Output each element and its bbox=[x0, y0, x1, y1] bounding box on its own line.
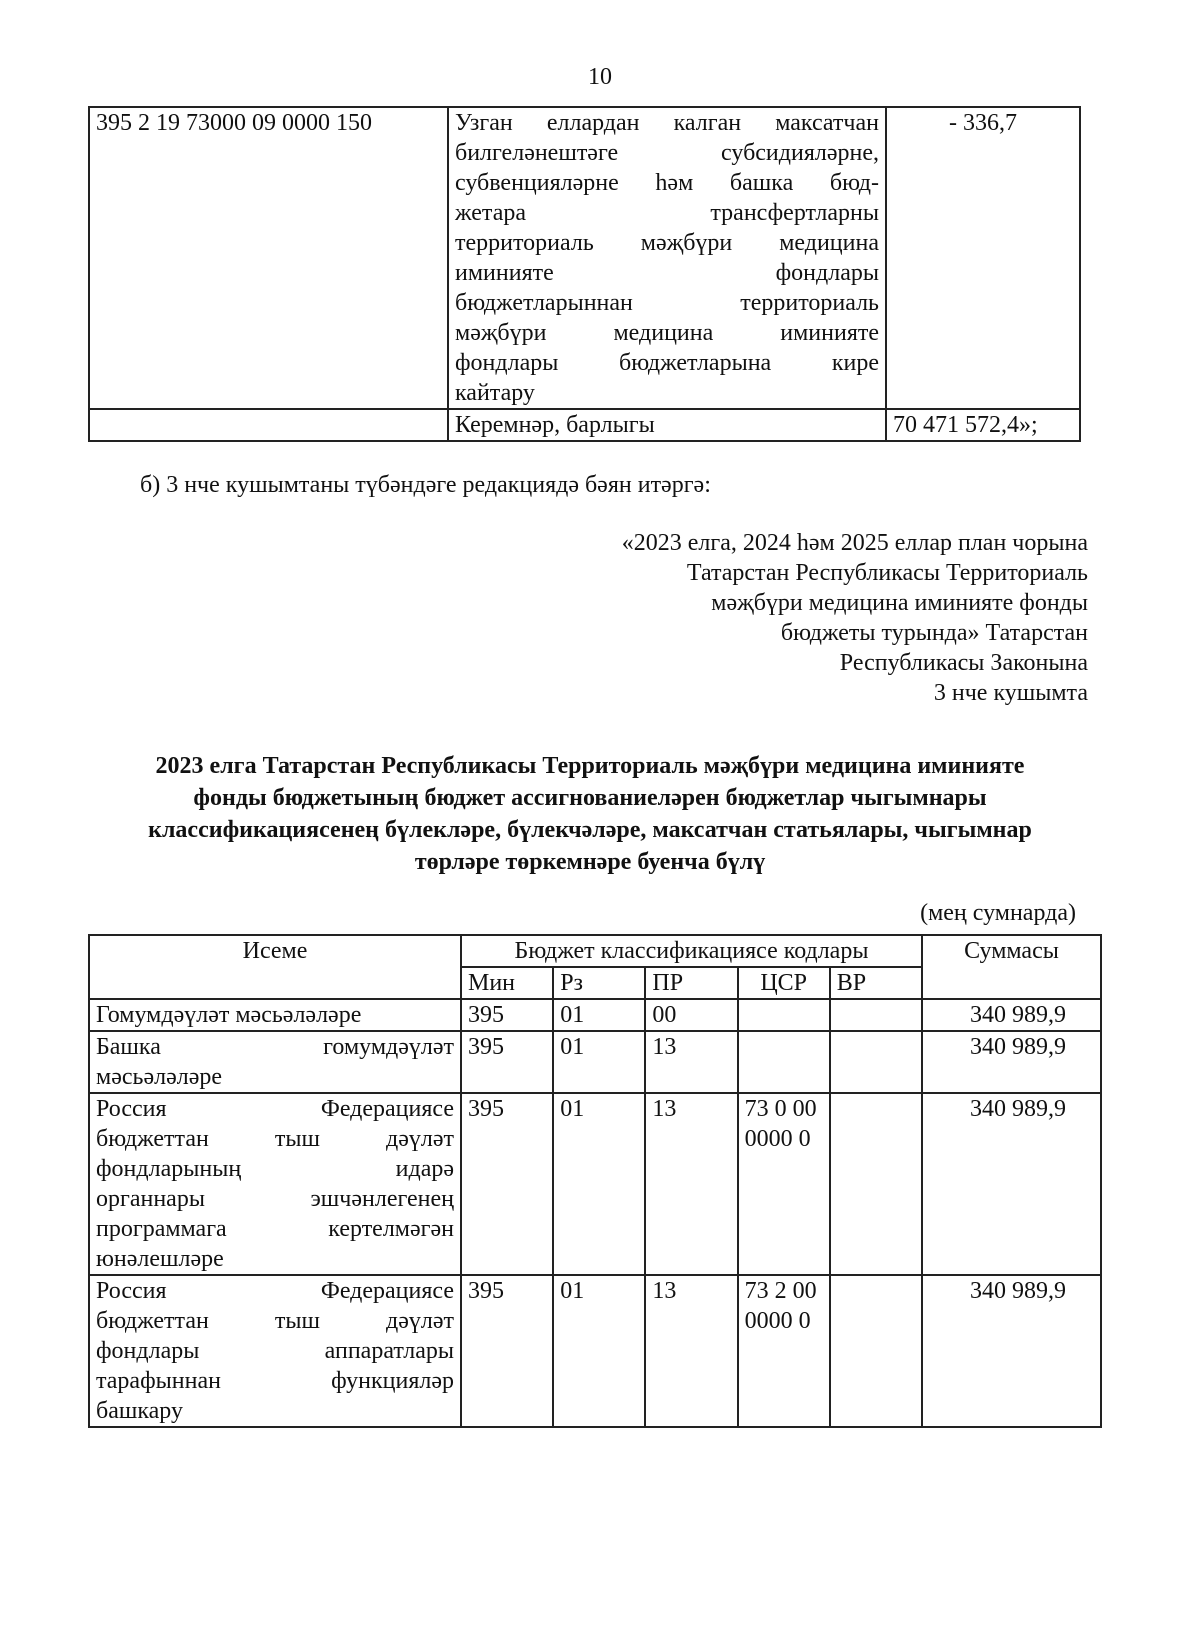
name-line: тарафыннан функцияләр bbox=[96, 1368, 454, 1394]
budget-code-cell: 395 2 19 73000 09 0000 150 bbox=[89, 107, 448, 409]
cell-csr bbox=[738, 1031, 830, 1093]
instruction-text: б) 3 нче кушымтаны түбәндәге редакциядә бәян итәргә: bbox=[140, 472, 711, 498]
name-line: фондлары аппаратлары bbox=[96, 1338, 454, 1364]
cell-min: 395 bbox=[461, 1031, 553, 1093]
row-name bbox=[89, 999, 461, 1031]
name-line: бюджеттан тыш дәүләт bbox=[96, 1126, 454, 1152]
name-line: субвенцияләрне һәм башка бюд- bbox=[455, 170, 879, 196]
table-row bbox=[89, 999, 1101, 1031]
amount-cell: - 336,7 bbox=[886, 107, 1080, 409]
name-line: жетара трансфертларны bbox=[455, 200, 879, 226]
header-csr: ЦСР bbox=[738, 967, 830, 999]
page-number: 10 bbox=[588, 64, 612, 90]
appendix-line: бюджеты турында» Татарстан bbox=[780, 620, 1088, 646]
cell-pr: 13 bbox=[645, 1093, 737, 1275]
title-line: 2023 елга Татарстан Республикасы Территориаль мәҗбүри медицина иминияте bbox=[155, 753, 1025, 779]
name-line: Башка гомумдәүләт bbox=[96, 1034, 454, 1060]
row-name bbox=[89, 1275, 461, 1427]
total-row bbox=[89, 409, 1080, 441]
table-row bbox=[89, 107, 1080, 409]
cell-pr: 00 bbox=[645, 999, 737, 1031]
budget-allocation-table bbox=[88, 934, 1102, 1428]
appendix-line: Республикасы Законына bbox=[839, 650, 1088, 676]
name-line: бюджеттан тыш дәүләт bbox=[96, 1308, 454, 1334]
cell-csr: 73 2 00 0000 0 bbox=[738, 1275, 830, 1427]
name-line: юнәлешләре bbox=[96, 1246, 224, 1272]
appendix-header bbox=[622, 528, 1088, 708]
name-line: органнары эшчәнлегенең bbox=[96, 1186, 454, 1212]
cell-min: 395 bbox=[461, 1093, 553, 1275]
cell-rz: 01 bbox=[553, 1093, 645, 1275]
header-pr: ПР bbox=[645, 967, 737, 999]
name-line: Гомумдәүләт мәсьәләләре bbox=[96, 1002, 362, 1028]
name-line: билгеләнештәге субсидияләрне, bbox=[455, 140, 879, 166]
name-line: кайтару bbox=[455, 380, 535, 406]
header-row bbox=[89, 935, 1101, 967]
cell-sum: 340 989,9 bbox=[922, 1093, 1101, 1275]
revenue-name-cell bbox=[448, 107, 886, 409]
cell-pr: 13 bbox=[645, 1031, 737, 1093]
cell-sum: 340 989,9 bbox=[922, 999, 1101, 1031]
name-line: мәсьәләләре bbox=[96, 1064, 222, 1090]
name-line: Узган еллардан калган максатчан bbox=[455, 110, 879, 136]
header-name: Исеме bbox=[89, 935, 461, 999]
name-line: фондлары бюджетларына кире bbox=[455, 350, 879, 376]
cell-vr bbox=[830, 999, 922, 1031]
appendix-line: 3 нче кушымта bbox=[933, 680, 1088, 706]
row-name bbox=[89, 1031, 461, 1093]
header-min: Мин bbox=[461, 967, 553, 999]
cell-min: 395 bbox=[461, 999, 553, 1031]
title-line: фонды бюджетының бюджет ассигнованиеләрен бюджетлар чыгымнары bbox=[193, 785, 987, 811]
name-line: программага кертелмәгән bbox=[96, 1216, 454, 1242]
title-line: төрләре төркемнәре буенча бүлү bbox=[414, 849, 766, 875]
table-row bbox=[89, 1031, 1101, 1093]
total-label: Керемнәр, барлыгы bbox=[448, 409, 886, 441]
name-line: Россия Федерациясе bbox=[96, 1096, 454, 1122]
cell-vr bbox=[830, 1031, 922, 1093]
cell-rz: 01 bbox=[553, 1031, 645, 1093]
appendix-line: мәҗбүри медицина иминияте фонды bbox=[711, 590, 1088, 616]
header-codes-group: Бюджет классификациясе кодлары bbox=[461, 935, 922, 967]
name-line: иминияте фондлары bbox=[455, 260, 879, 286]
name-line: территориаль мәҗбүри медицина bbox=[455, 230, 879, 256]
header-sum: Суммасы bbox=[922, 935, 1101, 999]
name-line: башкару bbox=[96, 1398, 183, 1424]
cell-rz: 01 bbox=[553, 999, 645, 1031]
table-row bbox=[89, 1275, 1101, 1427]
name-line: фондларының идарә bbox=[96, 1156, 454, 1182]
name-line: мәҗбүри медицина иминияте bbox=[455, 320, 879, 346]
header-vr: ВР bbox=[830, 967, 922, 999]
title-line: классификациясенең бүлекләре, бүлекчәләре, максатчан статьялары, чыгымнар bbox=[148, 817, 1032, 843]
header-rz: Рз bbox=[553, 967, 645, 999]
cell-sum: 340 989,9 bbox=[922, 1031, 1101, 1093]
empty-cell bbox=[89, 409, 448, 441]
appendix-line: «2023 елга, 2024 һәм 2025 еллар план чорына bbox=[621, 530, 1088, 556]
cell-csr: 73 0 00 0000 0 bbox=[738, 1093, 830, 1275]
cell-rz: 01 bbox=[553, 1275, 645, 1427]
table-row bbox=[89, 1093, 1101, 1275]
cell-csr bbox=[738, 999, 830, 1031]
name-line: бюджетларыннан территориаль bbox=[455, 290, 879, 316]
revenue-table bbox=[88, 106, 1081, 442]
cell-sum: 340 989,9 bbox=[922, 1275, 1101, 1427]
row-name bbox=[89, 1093, 461, 1275]
appendix-line: Татарстан Республикасы Территориаль bbox=[686, 560, 1088, 586]
cell-vr bbox=[830, 1275, 922, 1427]
document-title bbox=[80, 750, 1100, 878]
cell-vr bbox=[830, 1093, 922, 1275]
cell-min: 395 bbox=[461, 1275, 553, 1427]
unit-note: (мең сумнарда) bbox=[920, 900, 1076, 926]
cell-pr: 13 bbox=[645, 1275, 737, 1427]
name-line: Россия Федерациясе bbox=[96, 1278, 454, 1304]
total-amount: 70 471 572,4»; bbox=[886, 409, 1080, 441]
